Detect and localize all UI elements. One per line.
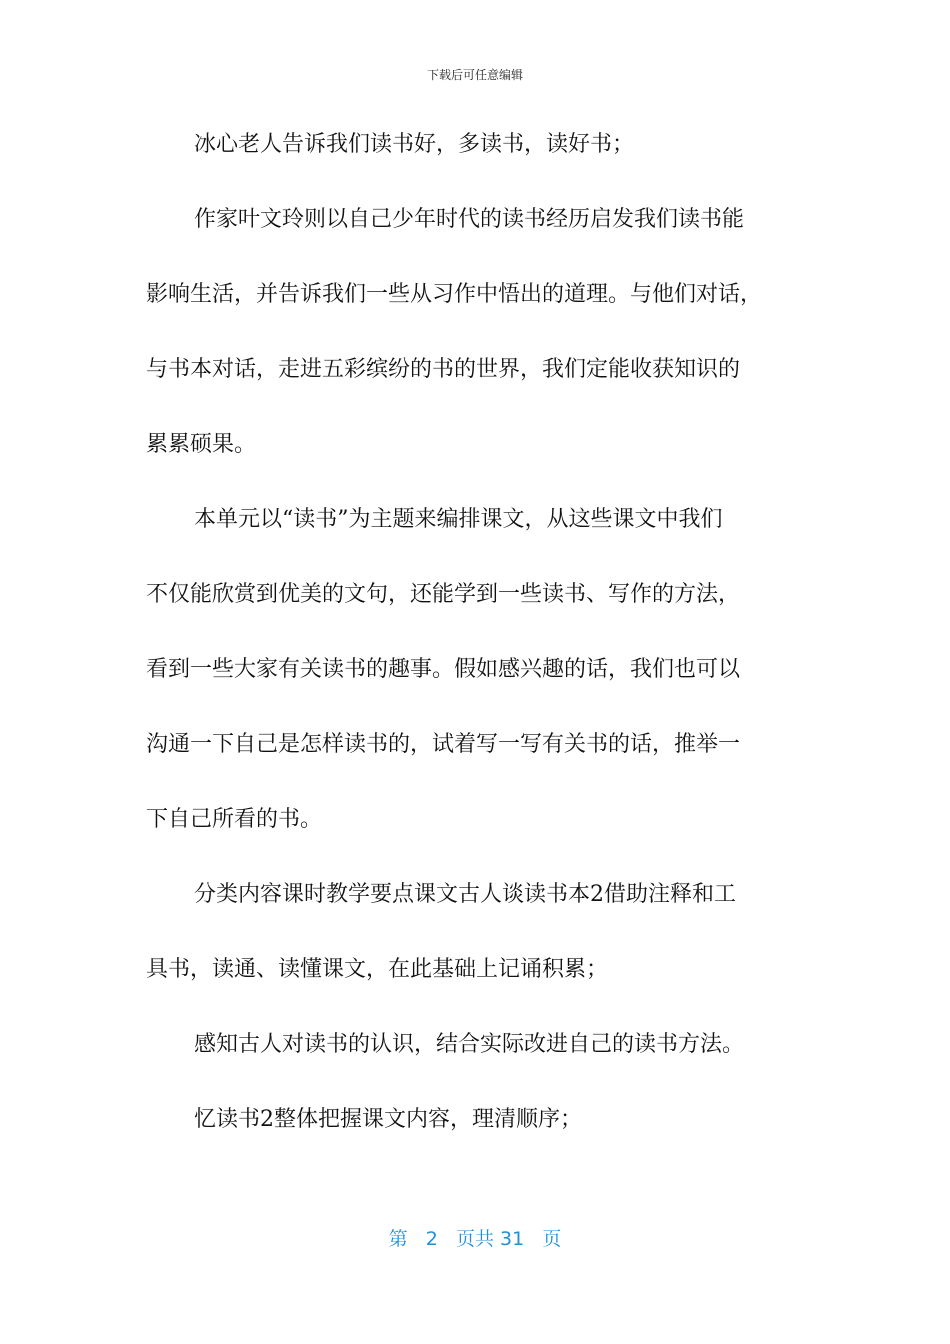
paragraph-line: 影响生活，并告诉我们一些从习作中悟出的道理。与他们对话， [146, 282, 763, 307]
paragraph-line: 具书，读通、读懂课文，在此基础上记诵积累； [146, 957, 609, 982]
document-body [146, 119, 806, 1169]
paragraph-line: 本单元以“读书”为主题来编排课文，从这些课文中我们 [194, 507, 723, 532]
total-pages-number: 31 [500, 1228, 525, 1250]
footer-prefix: 第 [388, 1228, 408, 1250]
paragraph-line: 忆读书2整体把握课文内容，理清顺序； [194, 1107, 582, 1132]
footer-suffix: 页 [542, 1228, 562, 1250]
paragraph-line: 与书本对话，走进五彩缤纷的书的世界，我们定能收获知识的 [146, 357, 741, 382]
paragraph-line: 累累硕果。 [146, 432, 257, 457]
paragraph-line: 看到一些大家有关读书的趣事。假如感兴趣的话，我们也可以 [146, 657, 741, 682]
paragraph-line: 作家叶文玲则以自己少年时代的读书经历启发我们读书能 [194, 207, 745, 232]
paragraph-line: 下自己所看的书。 [146, 807, 323, 832]
paragraph-line: 分类内容课时教学要点课文古人谈读书本2借助注释和工 [194, 882, 736, 907]
footer-middle: 页共 [455, 1228, 494, 1250]
current-page-number: 2 [425, 1228, 438, 1250]
page-header-note: 下载后可任意编辑 [426, 68, 523, 82]
paragraph-line: 沟通一下自己是怎样读书的，试着写一写有关书的话，推举一 [146, 732, 741, 757]
page-number-footer [0, 1224, 950, 1251]
paragraph-line: 感知古人对读书的认识，结合实际改进自己的读书方法。 [194, 1032, 745, 1057]
paragraph-line: 冰心老人告诉我们读书好，多读书，读好书； [194, 132, 635, 157]
paragraph-line: 不仅能欣赏到优美的文句，还能学到一些读书、写作的方法， [146, 582, 741, 607]
